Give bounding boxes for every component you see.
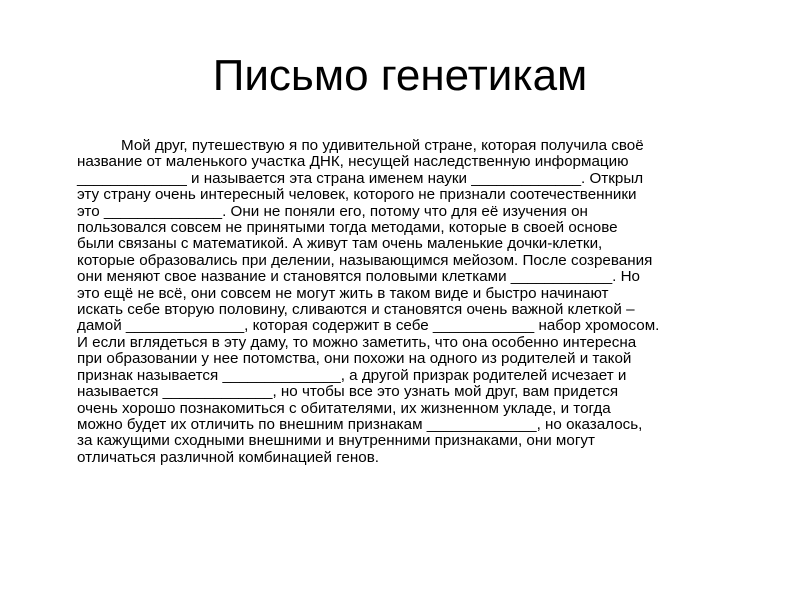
body-line: искать себе вторую половину, сливаются и становятся очень важной клеткой – [77, 301, 635, 319]
body-line: пользовался совсем не принятыми тогда методами, которые в своей основе [77, 219, 618, 237]
slide-body-text [77, 138, 767, 466]
body-line: называется _____________, но чтобы все это узнать мой друг, вам придется [77, 383, 619, 401]
body-line: были связаны с математикой. А живут там очень маленькие дочки-клетки, [77, 235, 603, 253]
body-line: это ______________. Они не поняли его, потому что для её изучения он [77, 202, 588, 220]
body-line: отличаться различной комбинацией генов. [77, 448, 379, 466]
body-line: это ещё не всё, они совсем не могут жить в таком виде и быстро начинают [77, 284, 609, 302]
body-line: при образовании у нее потомства, они похожи на одного из родителей и такой [77, 350, 632, 368]
body-line: признак называется ______________, а другой призрак родителей исчезает и [77, 366, 627, 384]
body-line: эту страну очень интересный человек, которого не признали соотечественники [77, 186, 637, 204]
body-line: название от маленького участка ДНК, несущей наследственную информацию [77, 153, 629, 171]
body-line: за кажущими сходными внешними и внутренними признаками, они могут [77, 432, 595, 450]
body-line: очень хорошо познакомиться с обитателями, их жизненном укладе, и тогда [77, 399, 611, 417]
body-line: можно будет их отличить по внешним признакам _____________, но оказалось, [77, 415, 643, 433]
body-line: Мой друг, путешествую я по удивительной стране, которая получила своё [121, 137, 644, 154]
slide-title: Письмо генетикам [212, 51, 588, 100]
body-line: _____________ и называется эта страна именем науки _____________. Открыл [77, 169, 644, 187]
body-line: дамой ______________, которая содержит в себе ____________ набор хромосом. [77, 317, 660, 335]
body-line: они меняют свое название и становятся половыми клетками ____________. Но [77, 268, 640, 286]
body-line: И если вглядеться в эту даму, то можно заметить, что она особенно интересна [77, 333, 637, 351]
body-line: которые образовались при делении, называющимся мейозом. После созревания [77, 251, 653, 269]
